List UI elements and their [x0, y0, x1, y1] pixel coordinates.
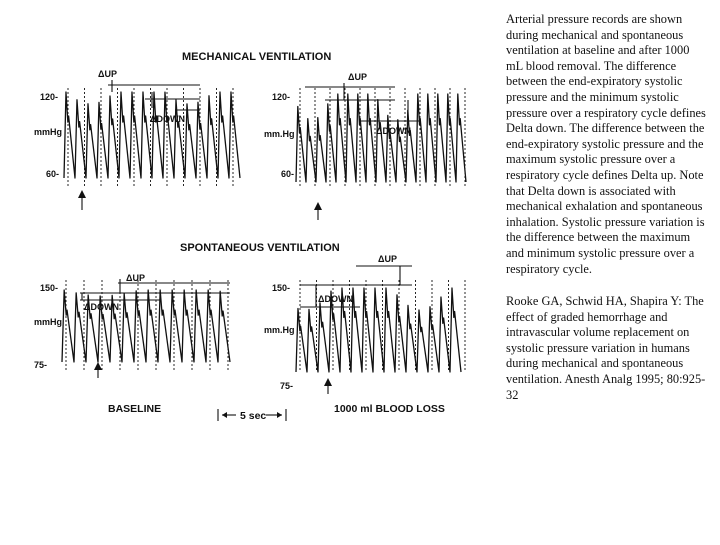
unit-p1: mmHg [34, 127, 63, 137]
caption-description: Arterial pressure records are shown during mechanical and spontaneous ventilation at baseline and after 1000 mL blood removal. The difference between the end-expiratory systolic pressure and the minimum systolic pressure over a respiratory cycle defines Delta down. The difference between the end-expiratory systolic pressure and the maximum systolic pressure over a respiratory cycle defines Delta up. Note that Delta down is associated with mechanical exhalation and spontaneous inhalation. Systolic pressure variation is the difference between the maximum and minimum systolic pressure over a respiratory cycle. [506, 12, 706, 276]
tick-75-p3: 75- [34, 360, 48, 370]
tick-60-p2: 60- [281, 169, 295, 179]
unit-p4: mm.Hg [264, 325, 295, 335]
tick-120-p1: 120- [40, 92, 59, 102]
arrow-icon [314, 202, 322, 210]
delta-up-label-p3: ΔUP [126, 273, 145, 283]
panel-spontaneous-blood-loss [264, 254, 465, 394]
unit-p2: mm.Hg [264, 129, 295, 139]
caption-panel [506, 12, 706, 403]
unit-p3: mmHg [34, 317, 63, 327]
time-scale-bar [218, 409, 286, 422]
delta-up-label-p2: ΔUP [348, 72, 367, 82]
pressure-trace-mechanical-blood-loss [296, 94, 466, 182]
delta-down-label-p2: ΔDOWN [376, 126, 411, 136]
delta-down-label-p3: ΔDOWN [84, 302, 119, 312]
pressure-trace-spontaneous-baseline [62, 290, 230, 362]
delta-down-label-p1: ΔDOWN [150, 114, 185, 124]
delta-up-label-p1: ΔUP [98, 69, 117, 79]
title-spontaneous: SPONTANEOUS VENTILATION [180, 242, 340, 254]
title-mechanical: MECHANICAL VENTILATION [182, 51, 332, 63]
label-baseline: BASELINE [108, 403, 162, 415]
arrow-icon [324, 378, 332, 386]
delta-up-label-p4: ΔUP [378, 254, 397, 264]
arrow-icon [94, 362, 102, 370]
tick-150-p4: 150- [272, 283, 291, 293]
scale-bar-label: 5 sec [240, 410, 267, 422]
caption-reference: Rooke GA, Schwid HA, Shapira Y: The effect of graded hemorrhage and intravascular volume replacement on systolic pressure variation in humans during mechanical and spontaneous ventilation. Anesth Analg 1995; 80:925-32 [506, 294, 706, 402]
tick-120-p2: 120- [272, 92, 291, 102]
delta-down-label-p4: ΔDOWN [318, 294, 353, 304]
panel-spontaneous-baseline [34, 273, 230, 378]
label-blood-loss: 1000 ml BLOOD LOSS [334, 403, 445, 415]
panel-mechanical-blood-loss [264, 72, 466, 220]
arrow-icon [78, 190, 86, 198]
tick-75-p4: 75- [280, 381, 294, 391]
tick-60-p1: 60- [46, 169, 60, 179]
panel-mechanical-baseline [34, 69, 240, 210]
tick-150-p3: 150- [40, 283, 59, 293]
